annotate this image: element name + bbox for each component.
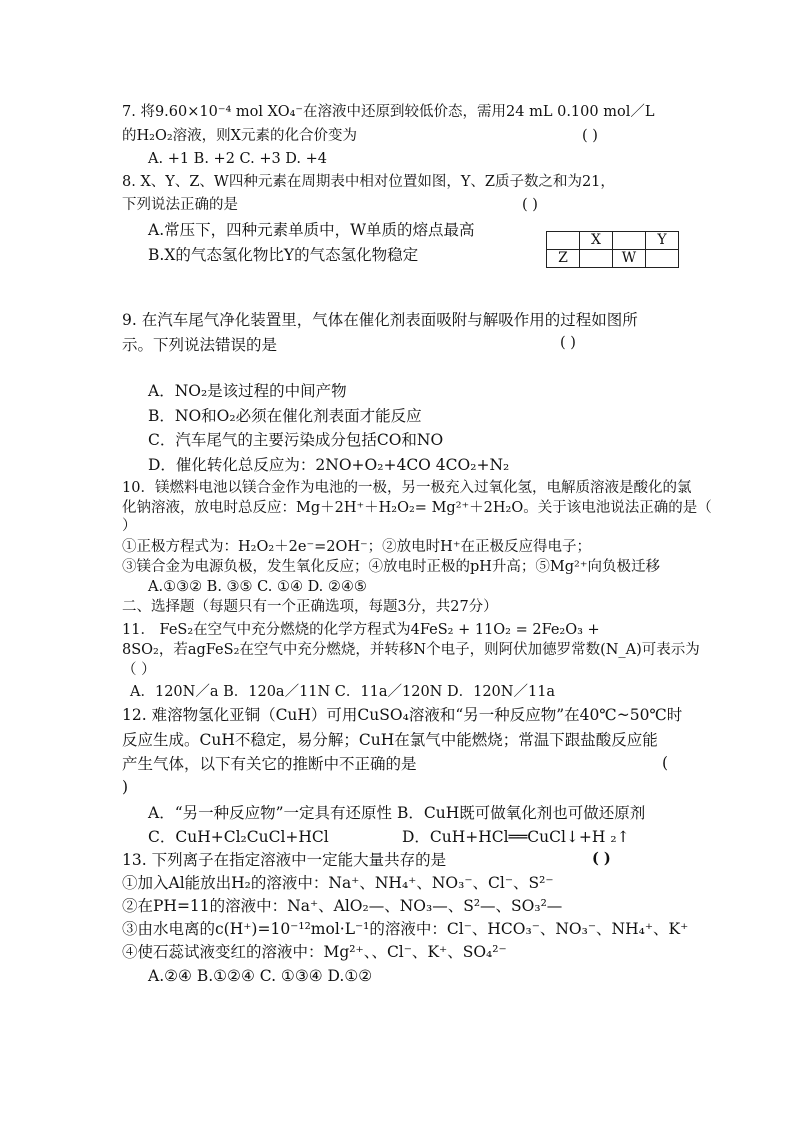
- q8-line-2: 下列说法正确的是: [122, 197, 238, 213]
- q13-statement-4: ④使石蕊试液变红的溶液中：Mg²⁺、、Cl⁻、K⁺、SO₄²⁻: [122, 943, 507, 961]
- q7-options: A. +1 B. +2 C. +3 D. +4: [148, 151, 328, 167]
- grid-cell: [613, 232, 646, 250]
- q10-options: A.①③② B. ③⑤ C. ①④ D. ②④⑤: [148, 579, 367, 595]
- grid-cell: Z: [547, 250, 580, 268]
- q12-option-c: C．CuH+Cl₂CuCl+HCl: [148, 828, 329, 846]
- q10-statement-2: ③镁合金为电源负极，发生氧化反应；④放电时正极的pH升高；⑤Mg²⁺向负极迁移: [122, 559, 661, 575]
- q12-line-1: 12. 难溶物氢化亚铜（CuH）可用CuSO₄溶液和“另一种反应物”在40℃~50℃时: [122, 706, 683, 724]
- q13-statement-2: ②在PH=11的溶液中：Na⁺、AlO₂—、NO₃—、S²—、SO₃²—: [122, 897, 563, 915]
- q7-answer-paren: ( ): [582, 128, 598, 144]
- q13-answer-paren: ( ): [592, 850, 611, 867]
- q13-line-1: 13. 下列离子在指定溶液中一定能大量共存的是: [122, 851, 447, 869]
- grid-cell: [580, 250, 613, 268]
- q9-option-d: D．催化转化总反应为：2NO+O₂+4CO 4CO₂+N₂: [148, 456, 510, 474]
- periodic-table-grid: [546, 231, 679, 268]
- q12-options-ab: A．“另一种反应物”一定具有还原性 B．CuH既可做氧化剂也可做还原剂: [148, 804, 646, 822]
- section-2-heading: 二、选择题（每题只有一个正确选项，每题3分，共27分）: [122, 599, 498, 615]
- grid-row: [547, 232, 679, 250]
- q10-line-2: 化钠溶液，放电时总反应：Mg＋2H⁺＋H₂O₂= Mg²⁺＋2H₂O。关于该电池说法正确的是（: [122, 500, 712, 516]
- q11-line-3: （ ）: [122, 662, 156, 678]
- q10-statement-1: ①正极方程式为：H₂O₂＋2e⁻=2OH⁻；②放电时H⁺在正极反应得电子；: [122, 539, 591, 555]
- q8-answer-paren: ( ): [522, 197, 538, 213]
- grid-cell: [547, 232, 580, 250]
- q13-statement-1: ①加入Al能放出H₂的溶液中：Na⁺、NH₄⁺、NO₃⁻、Cl⁻、S²⁻: [122, 874, 554, 892]
- q9-option-b: B．NO和O₂必须在催化剂表面才能反应: [148, 407, 422, 425]
- q12-answer-paren: (: [662, 754, 669, 772]
- q10-line-3: ）: [122, 518, 137, 534]
- grid-cell: Y: [646, 232, 679, 250]
- grid-cell: [646, 250, 679, 268]
- q10-line-1: 10．镁燃料电池以镁合金作为电池的一极，另一极充入过氧化氢，电解质溶液是酸化的氯: [122, 480, 692, 496]
- q13-statement-3: ③由水电离的c(H⁺)=10⁻¹²mol·L⁻¹的溶液中：Cl⁻、HCO₃⁻、NO₃⁻、NH₄⁺、K⁺: [122, 920, 689, 938]
- q7-line-1: 7. 将9.60×10⁻⁴ mol XO₄⁻在溶液中还原到较低价态，需用24 mL 0.100 mol／L: [122, 104, 655, 120]
- q8-option-b: B.X的气态氢化物比Y的气态氢化物稳定: [148, 246, 419, 264]
- q9-line-2: 示。下列说法错误的是: [122, 336, 278, 354]
- q13-options: A.②④ B.①②④ C. ①③④ D.①②: [148, 967, 373, 985]
- q9-option-a: A．NO₂是该过程的中间产物: [148, 382, 347, 400]
- q7-line-2: 的H₂O₂溶液，则X元素的化合价变为: [122, 128, 357, 144]
- q12-line-3: 产生气体，以下有关它的推断中不正确的是: [122, 755, 417, 773]
- q12-option-d: D．CuH+HCl══CuCl↓+H ₂↑: [402, 828, 630, 846]
- grid-row: [547, 250, 679, 268]
- q11-line-2: 8SO₂，若agFeS₂在空气中充分燃烧，并转移N个电子，则阿伏加德罗常数(N_A)可表示为: [122, 642, 700, 658]
- q12-line-4: ): [122, 778, 129, 796]
- q9-line-1: 9. 在汽车尾气净化装置里，气体在催化剂表面吸附与解吸作用的过程如图所: [122, 311, 638, 329]
- q11-options: A．120N／a B．120a／11N C．11a／120N D．120N／11a: [130, 684, 556, 700]
- grid-cell: W: [613, 250, 646, 268]
- grid-cell: X: [580, 232, 613, 250]
- q9-option-c: C．汽车尾气的主要污染成分包括CO和NO: [148, 431, 444, 449]
- q8-option-a: A.常压下，四种元素单质中，W单质的熔点最高: [148, 221, 475, 239]
- q8-line-1: 8. X、Y、Z、W四种元素在周期表中相对位置如图，Y、Z质子数之和为21，: [122, 174, 615, 190]
- q9-answer-paren: ( ): [560, 335, 576, 351]
- q11-line-1: 11． FeS₂在空气中充分燃烧的化学方程式为4FeS₂ + 11O₂ = 2Fe₂O₃ +: [122, 622, 600, 638]
- q12-line-2: 反应生成。CuH不稳定，易分解；CuH在氯气中能燃烧；常温下跟盐酸反应能: [122, 731, 658, 749]
